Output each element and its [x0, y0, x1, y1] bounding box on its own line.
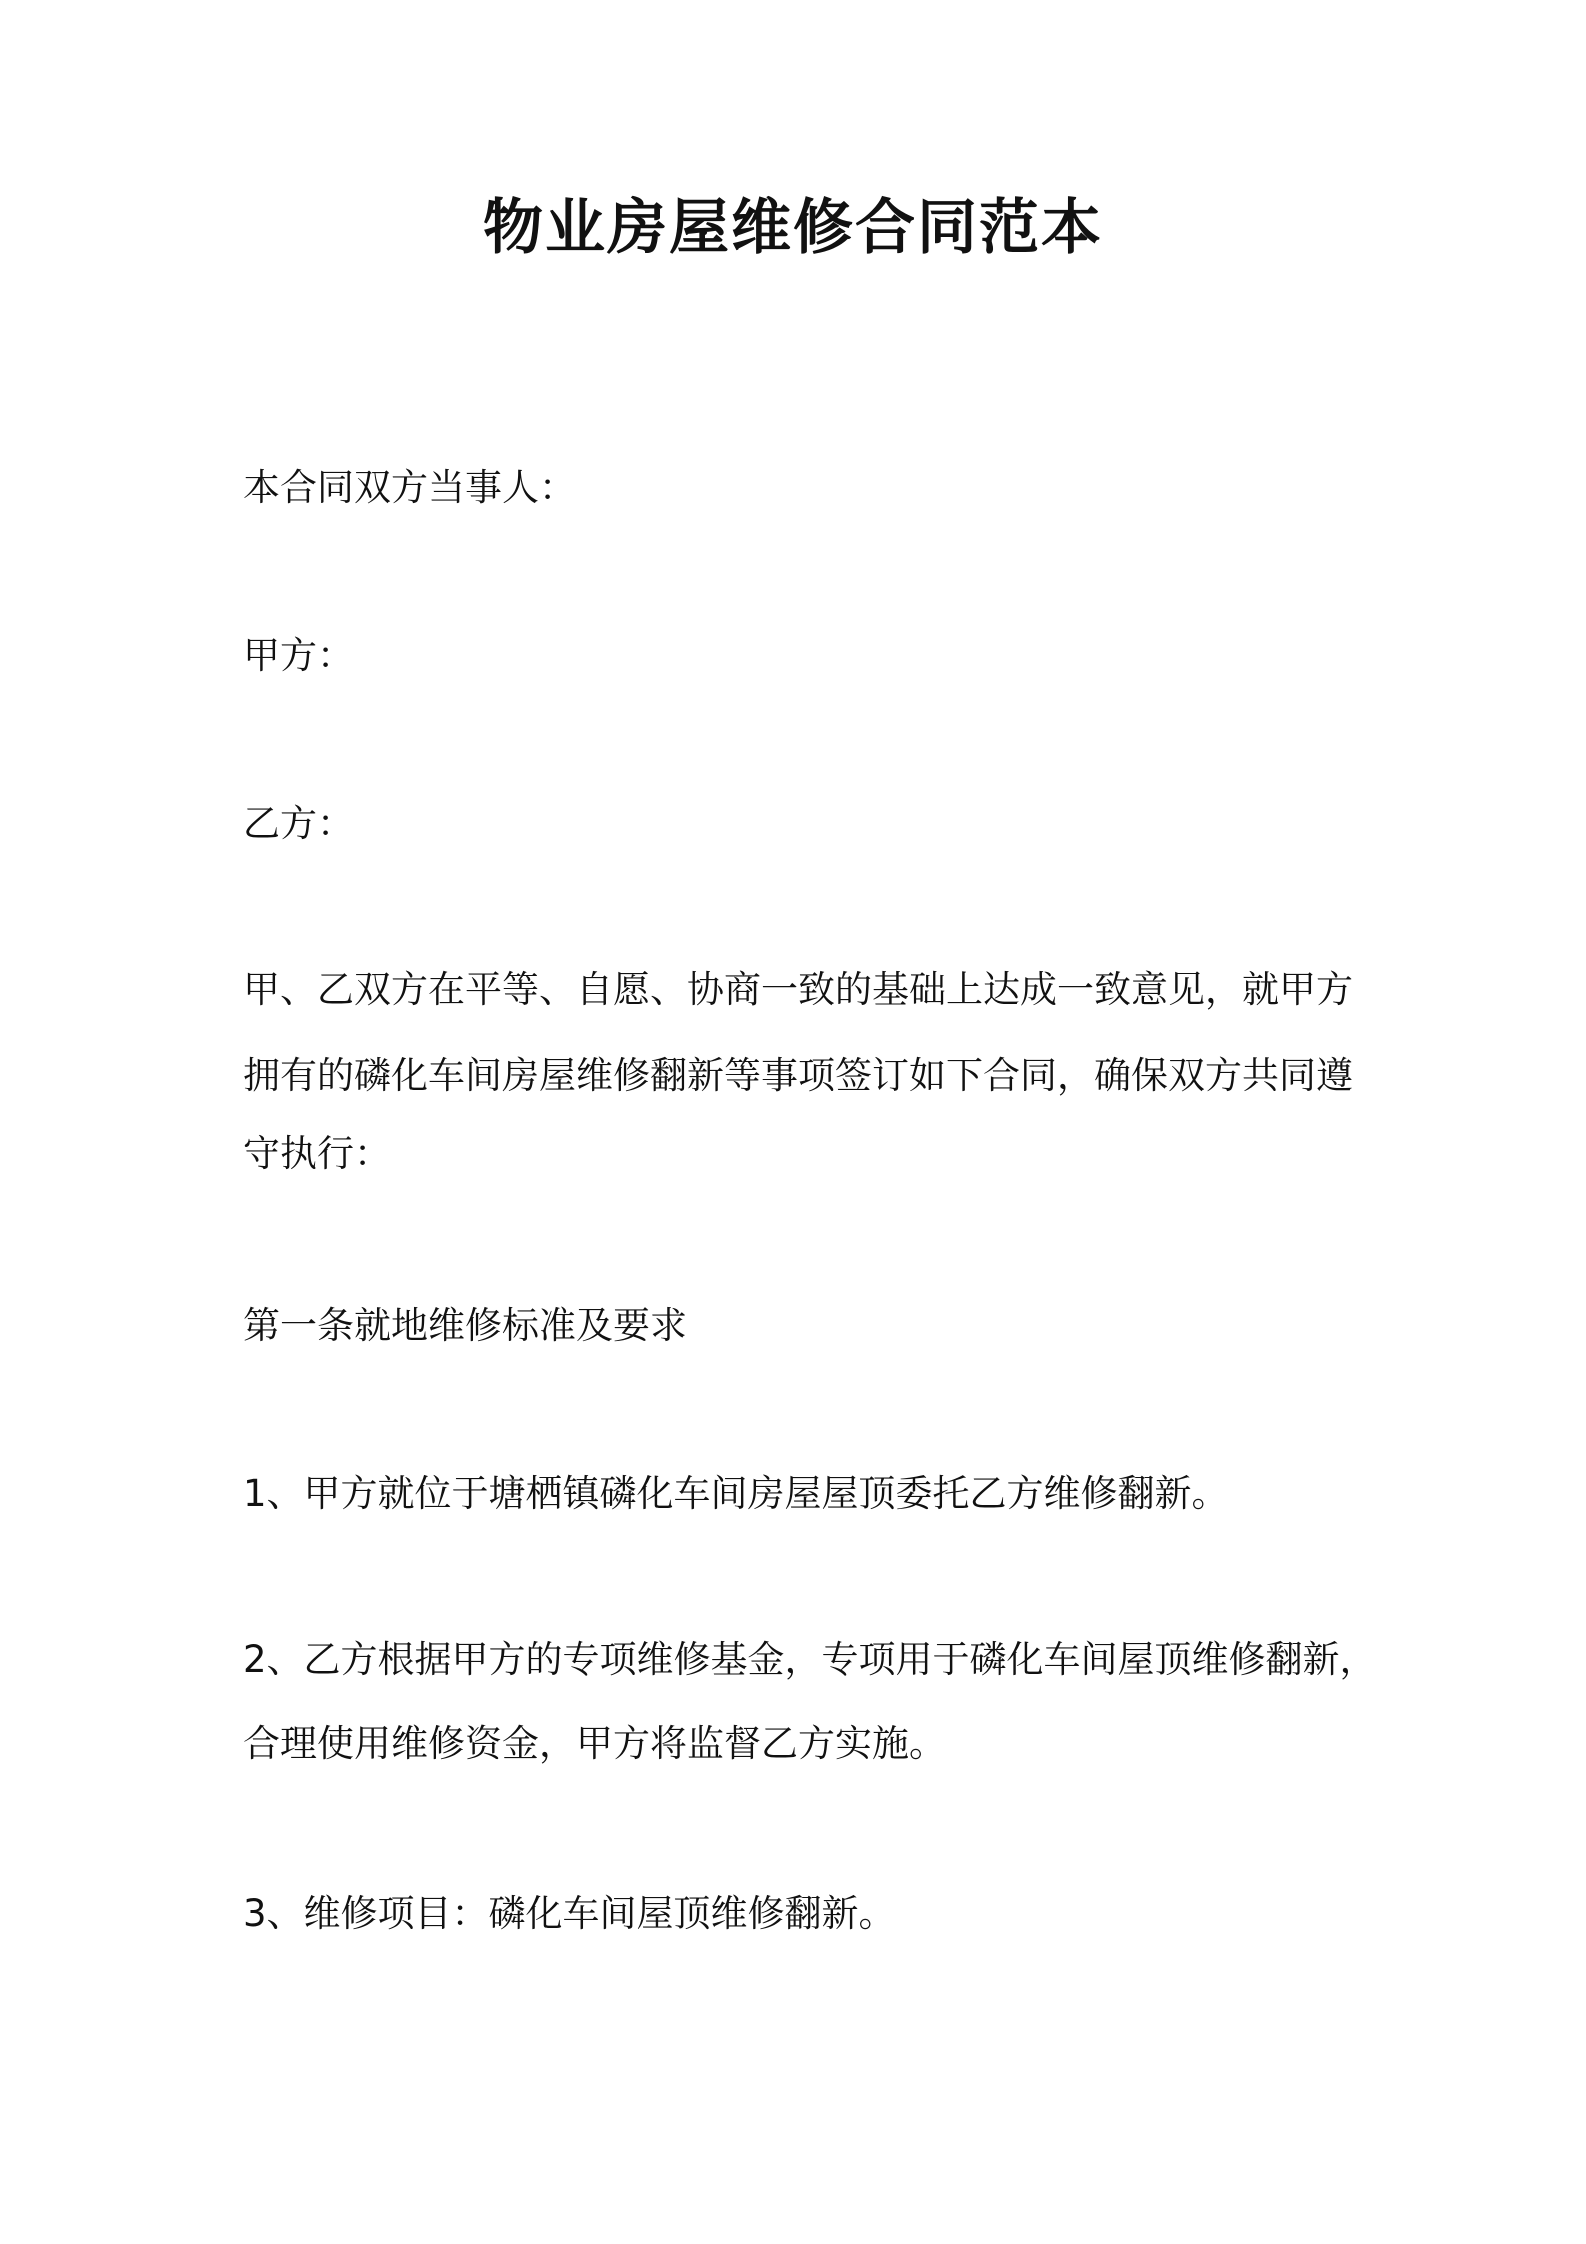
preamble-line-3: 守执行： [243, 1132, 391, 1175]
item-2-line-1: 2、乙方根据甲方的专项维修基金，专项用于磷化车间屋顶维修翻新， [243, 1638, 1377, 1681]
preamble-line-1: 甲、乙双方在平等、自愿、协商一致的基础上达成一致意见，就甲方 [243, 968, 1353, 1011]
party-a-label: 甲方： [243, 634, 354, 677]
item-3: 3、维修项目：磷化车间屋顶维修翻新。 [243, 1892, 896, 1935]
party-b-label: 乙方： [243, 802, 354, 845]
preamble-line-2: 拥有的磷化车间房屋维修翻新等事项签订如下合同，确保双方共同遵 [243, 1054, 1353, 1097]
item-2-line-2: 合理使用维修资金，甲方将监督乙方实施。 [243, 1722, 946, 1765]
parties-intro: 本合同双方当事人： [243, 466, 576, 509]
article-1-heading: 第一条就地维修标准及要求 [243, 1304, 687, 1347]
item-1: 1、甲方就位于塘栖镇磷化车间房屋屋顶委托乙方维修翻新。 [243, 1472, 1229, 1515]
document-title: 物业房屋维修合同范本 [483, 193, 1103, 263]
